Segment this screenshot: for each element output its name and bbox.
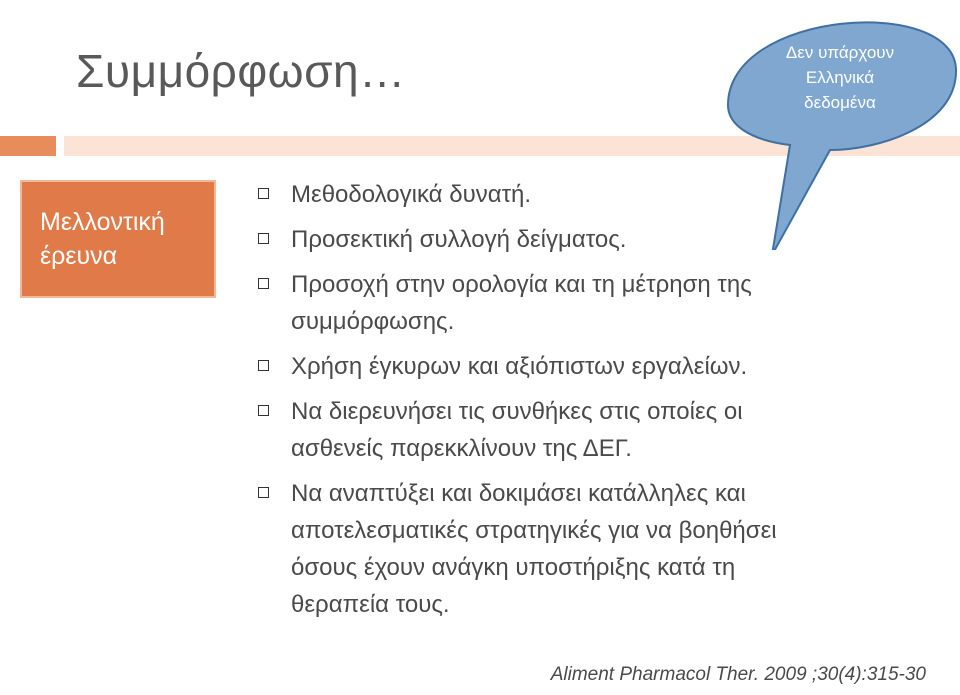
bullet-item: [258, 475, 908, 623]
callout-line: Δεν υπάρχουν: [785, 43, 895, 62]
square-outline-icon: [258, 487, 269, 498]
citation: Aliment Pharmacol Ther. 2009 ;30(4):315-30: [550, 664, 926, 685]
bullet-text: θεραπεία τους.: [291, 591, 450, 618]
bullet-text: Να διερευνήσει τις συνθήκες στις οποίες οι: [291, 398, 743, 425]
bullet-text: όσους έχουν ανάγκη υποστήριξης κατά τη: [291, 554, 736, 581]
bullet-text: Να αναπτύξει και δοκιμάσει κατάλληλες και: [291, 480, 746, 507]
square-outline-icon: [258, 188, 269, 199]
side-label-line: Μελλοντική: [40, 208, 165, 236]
bullet-text: αποτελεσματικές στρατηγικές για να βοηθήσει: [291, 517, 777, 544]
callout-line: δεδομένα: [804, 93, 876, 112]
bullet-item: [258, 393, 908, 467]
bullet-text: συμμόρφωσης.: [291, 308, 455, 335]
side-label-line: έρευνα: [40, 242, 118, 270]
bullet-item: [258, 348, 908, 385]
bullet-text: Μεθοδολογικά δυνατή.: [291, 181, 532, 208]
square-outline-icon: [258, 360, 269, 371]
bullet-text: ασθενείς παρεκκλίνουν της ΔΕΓ.: [291, 435, 632, 462]
callout-bubble: [680, 0, 960, 250]
accent-bar: [0, 136, 56, 156]
slide-title: Συμμόρφωση…: [76, 45, 406, 97]
bullet-text: Προσοχή στην ορολογία και τη μέτρηση της: [291, 271, 752, 298]
bullet-item: [258, 266, 908, 340]
square-outline-icon: [258, 278, 269, 289]
side-label-box: [20, 180, 216, 298]
square-outline-icon: [258, 405, 269, 416]
bullet-text: Χρήση έγκυρων και αξιόπιστων εργαλείων.: [291, 353, 748, 380]
bullet-text: Προσεκτική συλλογή δείγματος.: [291, 226, 627, 253]
callout-line: Ελληνικά: [805, 68, 875, 87]
callout-text: [735, 40, 945, 115]
square-outline-icon: [258, 233, 269, 244]
